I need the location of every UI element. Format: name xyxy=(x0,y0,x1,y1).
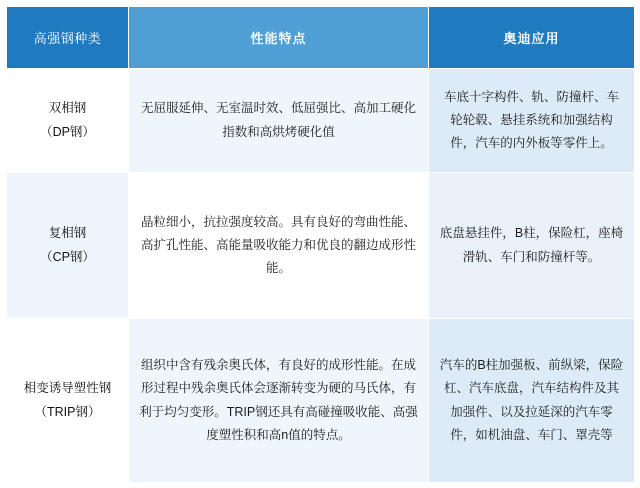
column-header-features: 性能特点 xyxy=(129,7,429,69)
category-name-line1: 双相钢 xyxy=(48,100,87,115)
column-header-application: 奥迪应用 xyxy=(429,7,635,69)
cell-category-dp xyxy=(7,69,129,173)
table-row xyxy=(7,69,635,173)
cell-features-cp: 晶粒细小，抗拉强度较高。具有良好的弯曲性能、高扩孔性能、高能量吸收能力和优良的翻边成形性能。 xyxy=(129,173,429,319)
cell-features-dp: 无屈服延伸、无室温时效、低屈强比、高加工硬化指数和高烘烤硬化值 xyxy=(129,69,429,173)
category-name-line2: （DP钢） xyxy=(40,124,95,139)
category-name-line1: 相变诱导塑性钢 xyxy=(23,380,112,395)
cell-application-cp: 底盘悬挂件，B柱，保险杠，座椅滑轨、车门和防撞杆等。 xyxy=(429,173,635,319)
cell-features-trip: 组织中含有残余奥氏体，有良好的成形性能。在成形过程中残余奥氏体会逐渐转变为硬的马氏体，有利于均匀变形。TRIP钢还具有高碰撞吸收能、高强度塑性积和高n值的特点。 xyxy=(129,319,429,483)
table-header xyxy=(7,7,635,69)
category-name-line1: 复相钢 xyxy=(48,225,87,240)
cell-application-dp: 车底十字构件、轨、防撞杆、车轮轮毂、悬挂系统和加强结构件，汽车的内外板等零件上。 xyxy=(429,69,635,173)
table-body xyxy=(7,69,635,483)
cell-category-cp xyxy=(7,173,129,319)
steel-comparison-table xyxy=(6,6,635,483)
cell-application-trip: 汽车的B柱加强板、前纵梁，保险杠、汽车底盘，汽车结构件及其加强件、以及拉延深的汽车零件，如机油盘、车门、罩壳等 xyxy=(429,319,635,483)
column-header-category: 高强钢种类 xyxy=(7,7,129,69)
table-row xyxy=(7,173,635,319)
category-name-line2: （CP钢） xyxy=(40,249,95,264)
table-header-row xyxy=(7,7,635,69)
category-name-line2: （TRIP钢） xyxy=(34,404,101,419)
table-row xyxy=(7,319,635,483)
cell-category-trip xyxy=(7,319,129,483)
